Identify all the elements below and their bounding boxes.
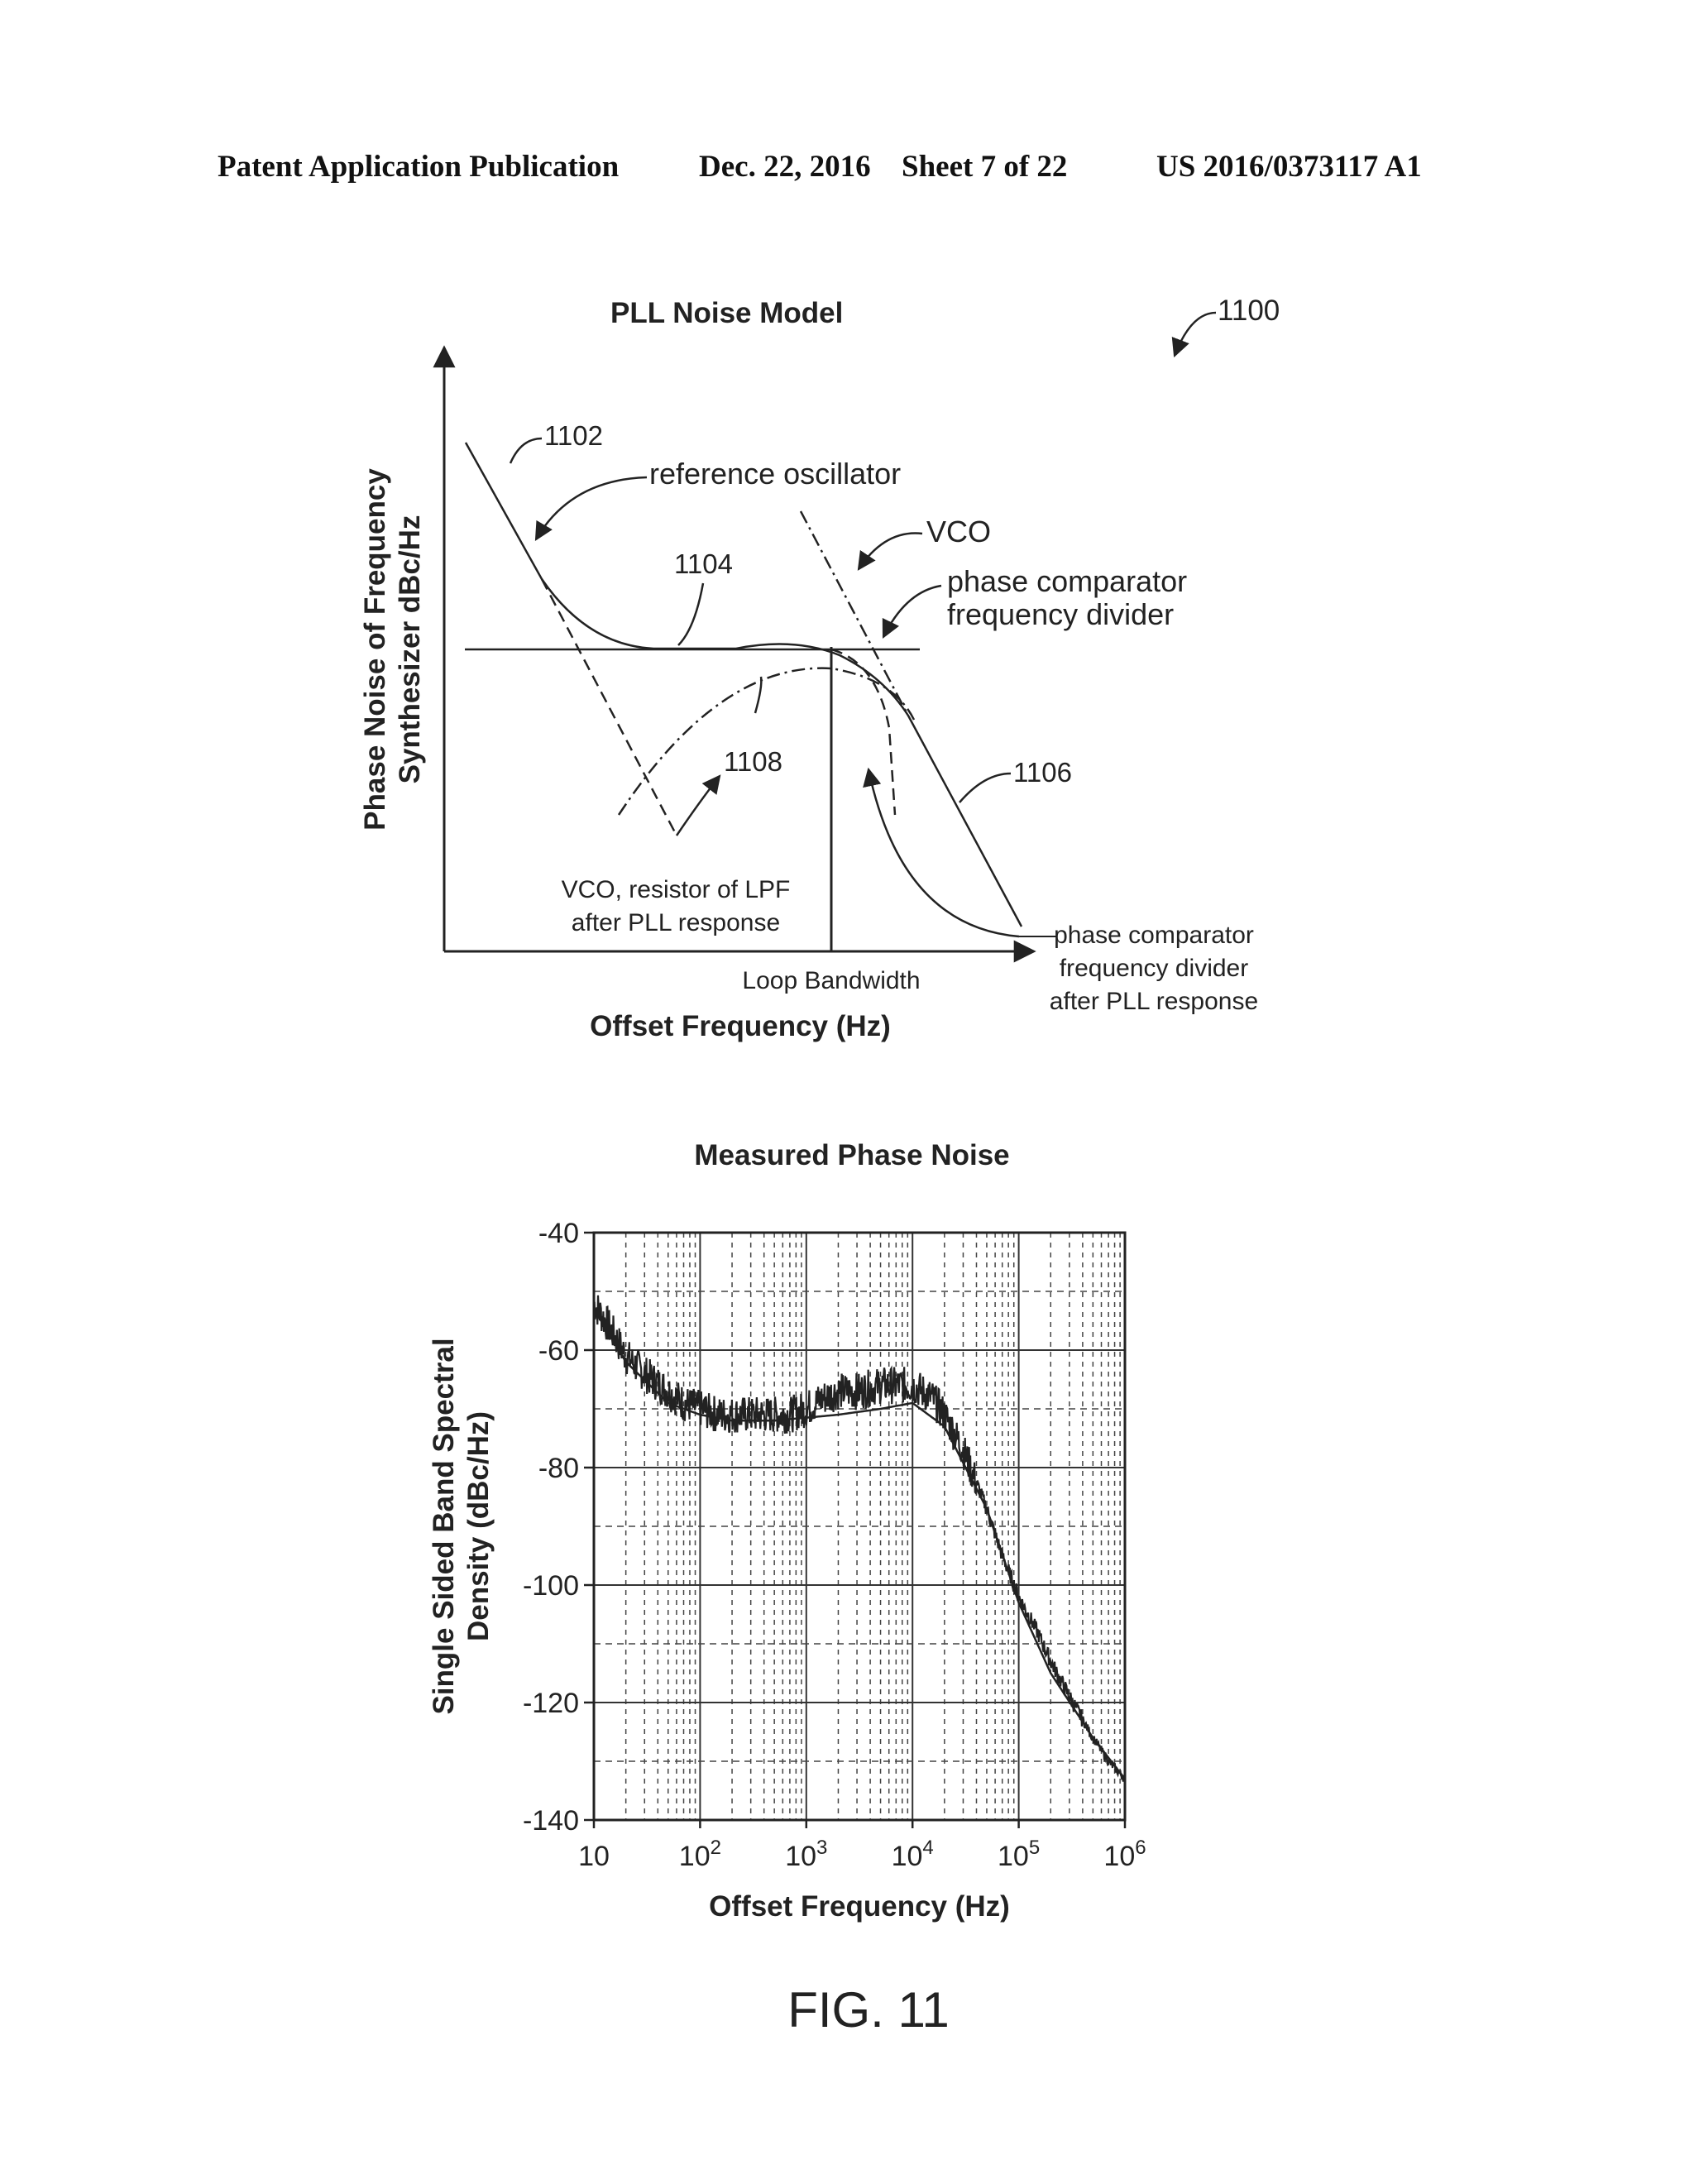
series-vco [801,511,908,716]
label-pc-after-3: after PLL response [1049,988,1259,1015]
chart-series [594,1296,1125,1782]
label-pc-after-1: phase comparator [1054,922,1254,949]
ref-1104: 1104 [674,548,733,579]
ref-1108: 1108 [724,746,782,777]
x-tick-label [785,1837,827,1872]
ref-1100-leader [1175,313,1216,356]
header-number: US 2016/0373117 A1 [1156,150,1422,184]
y-tick-label: -100 [522,1570,579,1602]
leader-1106 [959,774,1011,802]
series-vco-after-pll [619,668,914,815]
x-axis-label: Offset Frequency (Hz) [709,1890,1010,1923]
x-tick-label [578,1841,610,1872]
measured-phase-noise-chart [428,1139,1146,1923]
x-tick-label [679,1837,721,1872]
ref-1100: 1100 [1218,295,1280,327]
y-tick-label: -140 [522,1805,579,1837]
series-measured-line [594,1296,1125,1782]
chart-title: PLL Noise Model [610,297,844,329]
loop-bandwidth-label: Loop Bandwidth [742,967,921,994]
x-tick-exponent: 5 [1028,1837,1041,1859]
x-tick-base: 10 [1103,1841,1136,1872]
y-axis-label-line1: Single Sided Band Spectral [428,1338,460,1715]
x-tick-base: 10 [578,1841,610,1872]
leader-1104 [678,583,703,645]
series-reference-oscillator [542,579,677,836]
label-vco: VCO [926,515,992,548]
x-tick-label [1103,1837,1146,1872]
header-date: Dec. 22, 2016 [699,150,871,184]
arrow-vco-lpf [677,776,720,836]
pll-noise-model-chart [359,295,1280,1042]
chart-grid [594,1233,1125,1820]
y-tick-labels [523,1218,594,1837]
arrow-vco [859,534,922,569]
label-pc-after-2: frequency divider [1059,955,1249,982]
arrow-reference-oscillator [536,477,647,539]
x-tick-exponent: 2 [710,1837,721,1859]
label-frequency-divider: frequency divider [947,597,1175,631]
x-tick-base: 10 [785,1841,817,1872]
y-tick-label: -40 [538,1218,579,1249]
chart-title: Measured Phase Noise [694,1139,1010,1171]
leader-1108 [755,677,761,713]
y-axis-label-line1: Phase Noise of Frequency [359,468,391,831]
arrow-phase-comparator-after [869,769,1019,936]
label-vco-lpf-2: after PLL response [571,909,781,936]
ref-1102: 1102 [544,420,603,451]
ref-1106: 1106 [1013,757,1072,788]
label-reference-oscillator: reference oscillator [649,457,902,491]
plot-frame [594,1233,1125,1820]
x-tick-base: 10 [678,1841,711,1872]
header-sheet: Sheet 7 of 22 [902,150,1068,184]
label-phase-comparator: phase comparator [947,564,1188,598]
arrow-phase-comparator [883,586,941,637]
y-axis-label-line2: Density (dBc/Hz) [462,1410,495,1642]
page-header [218,150,1422,184]
x-tick-base: 10 [998,1841,1029,1872]
x-tick-base: 10 [891,1841,923,1872]
header-publication: Patent Application Publication [218,150,620,184]
x-tick-label [998,1837,1040,1872]
y-tick-label: -80 [538,1453,579,1484]
y-tick-label: -120 [522,1688,579,1719]
y-axis-label-line2: Synthesizer dBc/Hz [394,515,426,784]
x-tick-labels [578,1820,1146,1872]
y-tick-label: -60 [538,1335,579,1367]
label-vco-lpf-1: VCO, resistor of LPF [561,876,791,903]
x-tick-exponent: 4 [922,1837,934,1859]
figure-label: FIG. 11 [787,1982,950,2038]
leader-1102 [510,438,542,463]
x-tick-label [892,1837,934,1872]
x-axis-label: Offset Frequency (Hz) [590,1010,891,1042]
x-tick-exponent: 3 [816,1837,828,1859]
x-tick-exponent: 6 [1135,1837,1146,1859]
